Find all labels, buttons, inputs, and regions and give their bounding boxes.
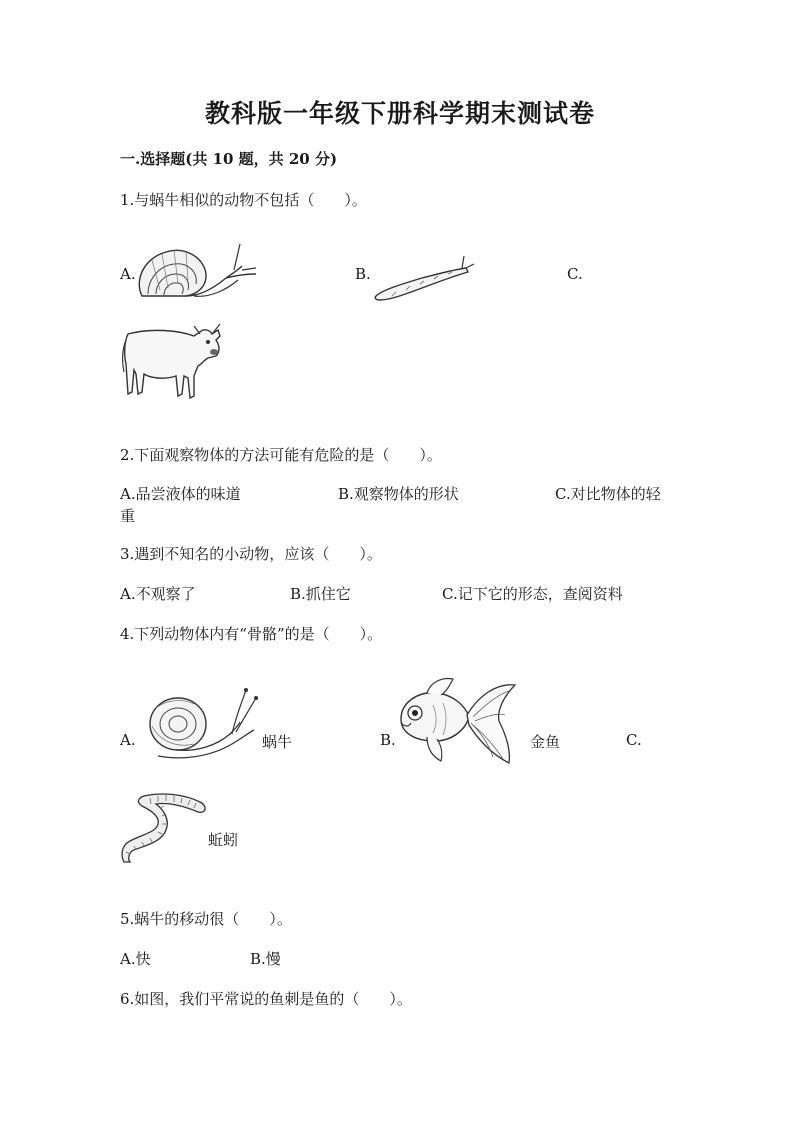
question-2-text: 2.下面观察物体的方法可能有危险的是（ ）。: [120, 446, 442, 464]
question-4-text: 4.下列动物体内有“骨骼”的是（ ）。: [120, 625, 383, 643]
snail-icon: [134, 240, 259, 300]
snail-label: 蜗牛: [262, 733, 293, 751]
question-3-text: 3.遇到不知名的小动物，应该（ ）。: [120, 545, 382, 563]
question-4-option-a[interactable]: A.: [120, 731, 136, 749]
slug-icon: [372, 254, 477, 302]
question-3-option-b[interactable]: B.抓住它: [290, 585, 351, 603]
question-2-option-c[interactable]: C.对比物体的轻: [555, 485, 661, 503]
question-2-option-c-wrap: 重: [120, 507, 136, 525]
question-3-option-c[interactable]: C.记下它的形态，查阅资料: [442, 585, 623, 603]
cow-icon: [120, 320, 226, 402]
earthworm-icon: [120, 790, 210, 864]
earthworm-label: 蚯蚓: [208, 831, 239, 849]
snail-icon: [146, 686, 258, 764]
question-1-option-c[interactable]: C.: [567, 265, 583, 283]
question-6-text: 6.如图，我们平常说的鱼刺是鱼的（ ）。: [120, 990, 412, 1008]
question-4-option-b[interactable]: B.: [380, 731, 396, 749]
question-2-option-b[interactable]: B.观察物体的形状: [338, 485, 459, 503]
question-2-option-a[interactable]: A.品尝液体的味道: [120, 485, 241, 503]
question-5-text: 5.蜗牛的移动很（ ）。: [120, 910, 292, 928]
goldfish-label: 金鱼: [530, 733, 561, 751]
question-1-text: 1.与蜗牛相似的动物不包括（ ）。: [120, 191, 367, 209]
question-5-option-a[interactable]: A.快: [120, 950, 151, 968]
goldfish-icon: [393, 675, 519, 767]
question-1-option-b[interactable]: B.: [355, 265, 371, 283]
question-3-option-a[interactable]: A.不观察了: [120, 585, 196, 603]
question-1-option-a[interactable]: A.: [120, 265, 136, 283]
section-heading: 一.选择题(共 10 题，共 20 分): [120, 150, 338, 168]
page-title: 教科版一年级下册科学期末测试卷: [204, 99, 595, 128]
question-4-option-c[interactable]: C.: [626, 731, 642, 749]
question-5-option-b[interactable]: B.慢: [250, 950, 281, 968]
